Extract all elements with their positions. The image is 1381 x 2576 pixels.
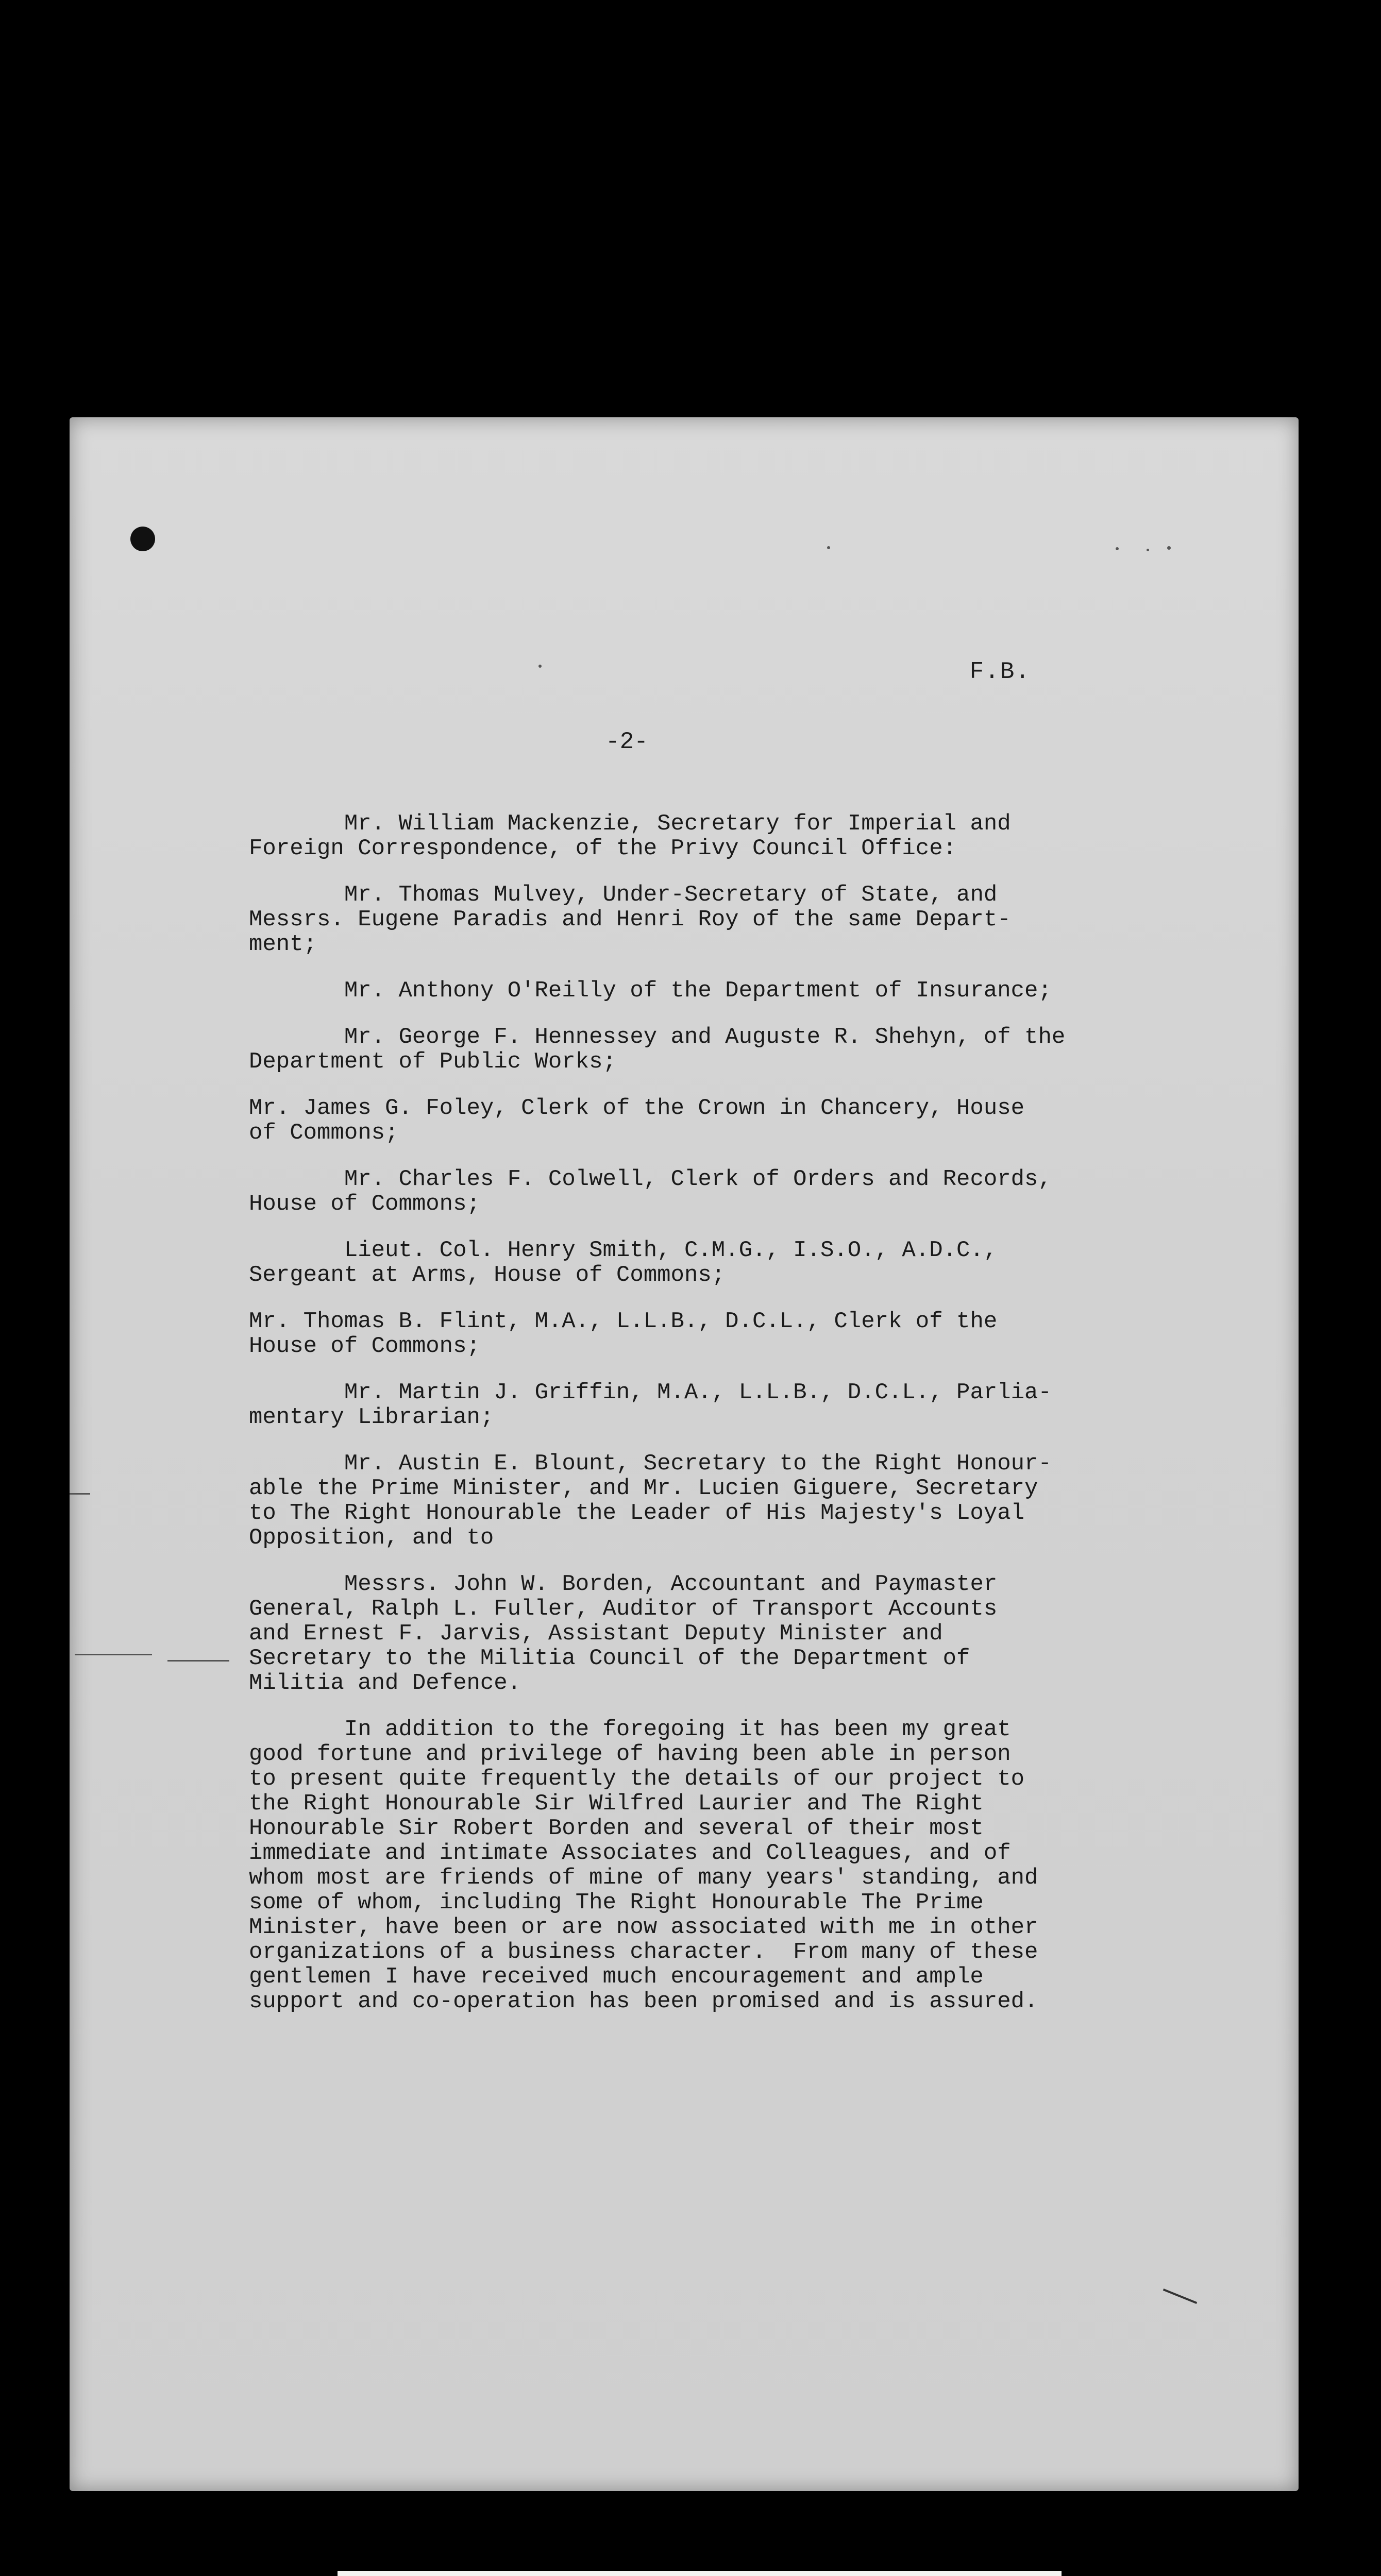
paragraph-flint: Mr. Thomas B. Flint, M.A., L.L.B., D.C.L., Clerk of the House of Commons; [249,1309,998,1359]
archive-reference-label [338,2571,1062,2576]
document-page [70,417,1299,2491]
paragraph-smith: Lieut. Col. Henry Smith, C.M.G., I.S.O., A.D.C., Sergeant at Arms, House of Commons; [249,1238,998,1288]
ink-speck [538,665,542,668]
letter-body [249,811,1135,2036]
punch-hole [130,527,155,551]
margin-mark [70,1493,90,1495]
paragraph-hennessey: Mr. George F. Hennessey and Auguste R. Shehyn, of the Department of Public Works; [249,1024,1066,1075]
margin-mark [75,1654,152,1655]
margin-mark [167,1660,229,1662]
paragraph-colwell: Mr. Charles F. Colwell, Clerk of Orders and Records, House of Commons; [249,1166,1052,1217]
ink-speck [827,546,830,549]
pencil-stroke [1163,2289,1197,2304]
paragraph-blount: Mr. Austin E. Blount, Secretary to the Right Honour- able the Prime Minister, and Mr. Lucien Giguere, Secretary to The Right Honourable the Leader of His Majesty's Loyal Opposition, and to [249,1451,1052,1551]
paragraph-foley: Mr. James G. Foley, Clerk of the Crown in Chancery, House of Commons; [249,1095,1025,1146]
paragraph-oreilly: Mr. Anthony O'Reilly of the Department of Insurance; [249,978,1052,1004]
ink-speck [1147,549,1149,551]
header-initials: F.B. [969,658,1031,685]
page-number: -2- [605,728,648,755]
ink-speck [1116,547,1119,550]
paragraph-in-addition: In addition to the foregoing it has been my great good fortune and privilege of having been able in person to present quite frequently the details of our project to the Right Honourable Sir Wilfred Laurier and The Right Honourable Sir Robert Borden and several of their most immediate and intimate Associates and Colleagues, and of whom most are friends of mine of many years' standing, and some of whom, including The Right Honourable The Prime Minister, have been or are now associated with me in other organizations of a business character. From many of these gentlemen I have received much encouragement and ample support and co-operation has been promised and is assured. [249,1717,1038,2014]
ink-speck [1167,546,1171,550]
paragraph-mulvey: Mr. Thomas Mulvey, Under-Secretary of State, and Messrs. Eugene Paradis and Henri Roy of the same Depart- ment; [249,882,1011,957]
paragraph-borden: Messrs. John W. Borden, Accountant and Paymaster General, Ralph L. Fuller, Auditor of Transport Accounts and Ernest F. Jarvis, Assistant Deputy Minister and Secretary to the Militia Council of the Department of Militia and Defence. [249,1571,998,1696]
paragraph-griffin: Mr. Martin J. Griffin, M.A., L.L.B., D.C.L., Parlia- mentary Librarian; [249,1380,1052,1430]
paragraph-mackenzie: Mr. William Mackenzie, Secretary for Imperial and Foreign Correspondence, of the Privy Council Office: [249,811,1011,861]
